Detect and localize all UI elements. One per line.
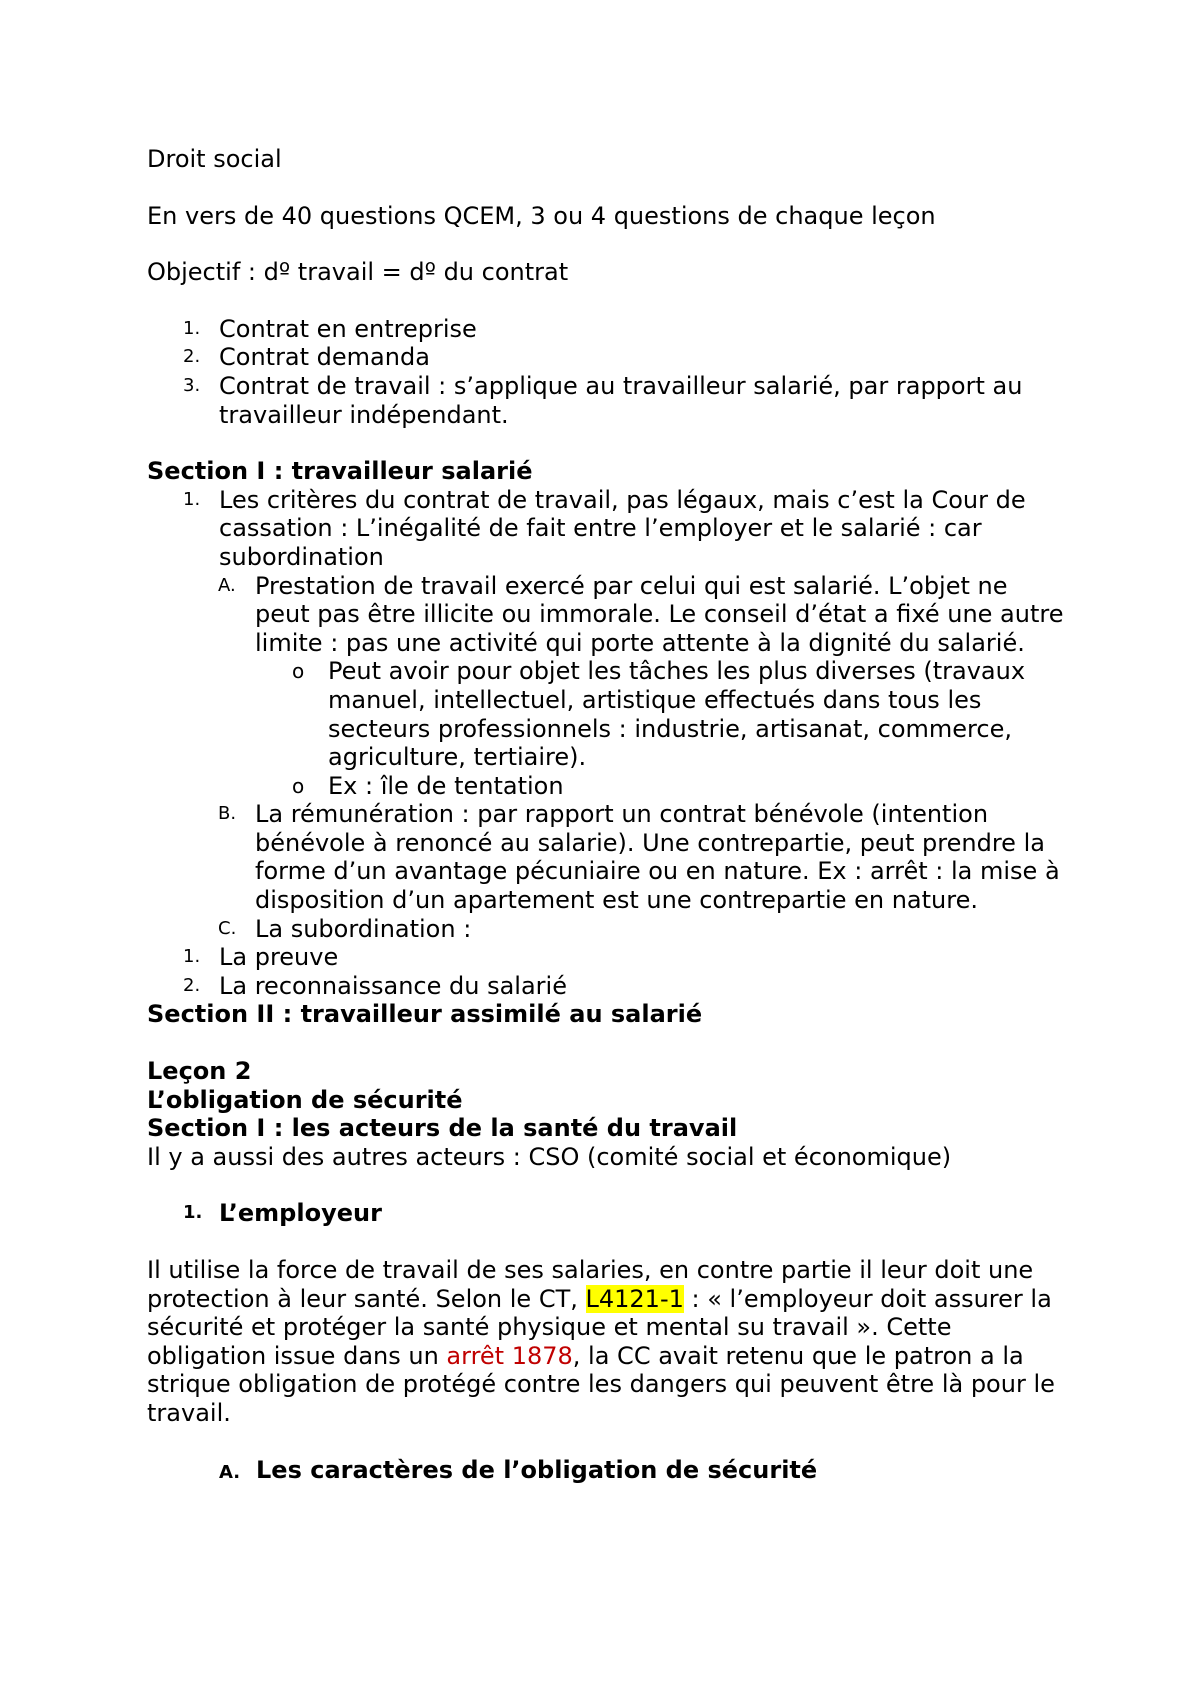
- arret-reference: arrêt 1878: [446, 1341, 573, 1370]
- list-item-text: Contrat de travail : s’applique au travailleur salarié, par rapport au travailleur indépendant.: [219, 371, 1023, 429]
- list-item-text: L’employeur: [219, 1199, 382, 1228]
- actors-list: [147, 1199, 1067, 1228]
- list-marker: A.: [219, 1461, 241, 1483]
- list-marker: C.: [218, 917, 237, 939]
- list-marker: 3.: [183, 374, 201, 396]
- objective-line: Objectif : dº travail = dº du contrat: [147, 258, 569, 287]
- list-item-text: Contrat en entreprise: [219, 314, 477, 343]
- paragraph-text: Il utilise la force de travail de ses salaries, en contre partie il leur doit une protection à leur santé. Selon le CT,: [147, 1256, 1034, 1313]
- list-item: [183, 343, 1067, 372]
- list-marker: 1.: [183, 1202, 203, 1224]
- list-item: [292, 657, 1067, 772]
- list-marker: 2.: [183, 346, 201, 368]
- document-body: [147, 145, 1067, 1487]
- list-marker: 1.: [183, 488, 201, 510]
- list-marker: 1.: [183, 946, 201, 968]
- document-title: Droit social: [147, 145, 282, 173]
- list-marker: 1.: [183, 317, 201, 339]
- subsection-heading-text: Les caractères de l’obligation de sécurité: [256, 1455, 818, 1484]
- list-item: [292, 771, 1067, 801]
- list-item: [183, 485, 1067, 944]
- section-heading: Section II : travailleur assimilé au salarié: [147, 1000, 703, 1029]
- list-item: [183, 1199, 1067, 1228]
- list-marker: 2.: [183, 974, 201, 996]
- bullet-list: [255, 657, 1067, 800]
- section-heading: Section I : travailleur salarié: [147, 457, 533, 486]
- list-item-text: La reconnaissance du salarié: [219, 971, 567, 1000]
- intro-line: En vers de 40 questions QCEM, 3 ou 4 questions de chaque leçon: [147, 201, 936, 230]
- list-item: [218, 571, 1067, 801]
- lesson-title: Leçon 2: [147, 1057, 252, 1086]
- criteria-list: [147, 486, 1067, 1001]
- list-item-text: Les critères du contrat de travail, pas légaux, mais c’est la Cour de cassation : L’inégalité de fait entre l’employer et le salarié : car subordination: [219, 485, 1026, 571]
- list-marker: A.: [218, 574, 236, 596]
- legal-reference-highlight: L4121-1: [585, 1284, 684, 1313]
- list-item-text: Ex : île de tentation: [328, 771, 564, 800]
- bullet-marker: o: [292, 773, 305, 798]
- list-item-text: La subordination :: [255, 914, 472, 943]
- list-item-text: La rémunération : par rapport un contrat bénévole (intention bénévole à renoncé au salarie). Une contrepartie, peut prendre la forme d’un avantage pécuniaire ou en nature. Ex : arrêt : la mise à disposition d’un apartement est une contrepartie en nature.: [255, 800, 1060, 915]
- section-heading: Section I : les acteurs de la santé du travail: [147, 1114, 738, 1143]
- subsection-heading: [219, 1456, 1067, 1488]
- paragraph-text: : « l’employeur doit assurer la sécurité et protéger la santé physique et mental su travail ». Cette obligation issue dans un: [147, 1284, 1052, 1370]
- list-item: [183, 314, 1067, 344]
- bullet-marker: o: [292, 659, 305, 684]
- criteria-sublist: [219, 572, 1067, 944]
- contract-list: [147, 315, 1067, 429]
- list-item: [183, 971, 1067, 1001]
- list-item: [183, 371, 1067, 429]
- list-item: [183, 943, 1067, 972]
- list-marker: B.: [218, 803, 237, 825]
- list-item-text: Prestation de travail exercé par celui qui est salarié. L’objet ne peut pas être illicite ou immorale. Le conseil d’état a fixé une autre limite : pas une activité qui porte attente à la dignité du salarié.: [255, 571, 1064, 657]
- lesson-subtitle: L’obligation de sécurité: [147, 1085, 463, 1114]
- employer-paragraph: [147, 1256, 1067, 1428]
- lesson-note: Il y a aussi des autres acteurs : CSO (comité social et économique): [147, 1142, 952, 1171]
- list-item-text: La preuve: [219, 943, 339, 972]
- list-item-text: Peut avoir pour objet les tâches les plus diverses (travaux manuel, intellectuel, artistique effectués dans tous les secteurs professionnels : industrie, artisanat, commerce, agriculture, tertiaire).: [328, 657, 1026, 772]
- list-item: [218, 914, 1067, 944]
- list-item: [218, 800, 1067, 915]
- list-item-text: Contrat demanda: [219, 343, 430, 372]
- paragraph-text: , la CC avait retenu que le patron a la strique obligation de protégé contre les dangers qui peuvent être là pour le travail.: [147, 1341, 1055, 1427]
